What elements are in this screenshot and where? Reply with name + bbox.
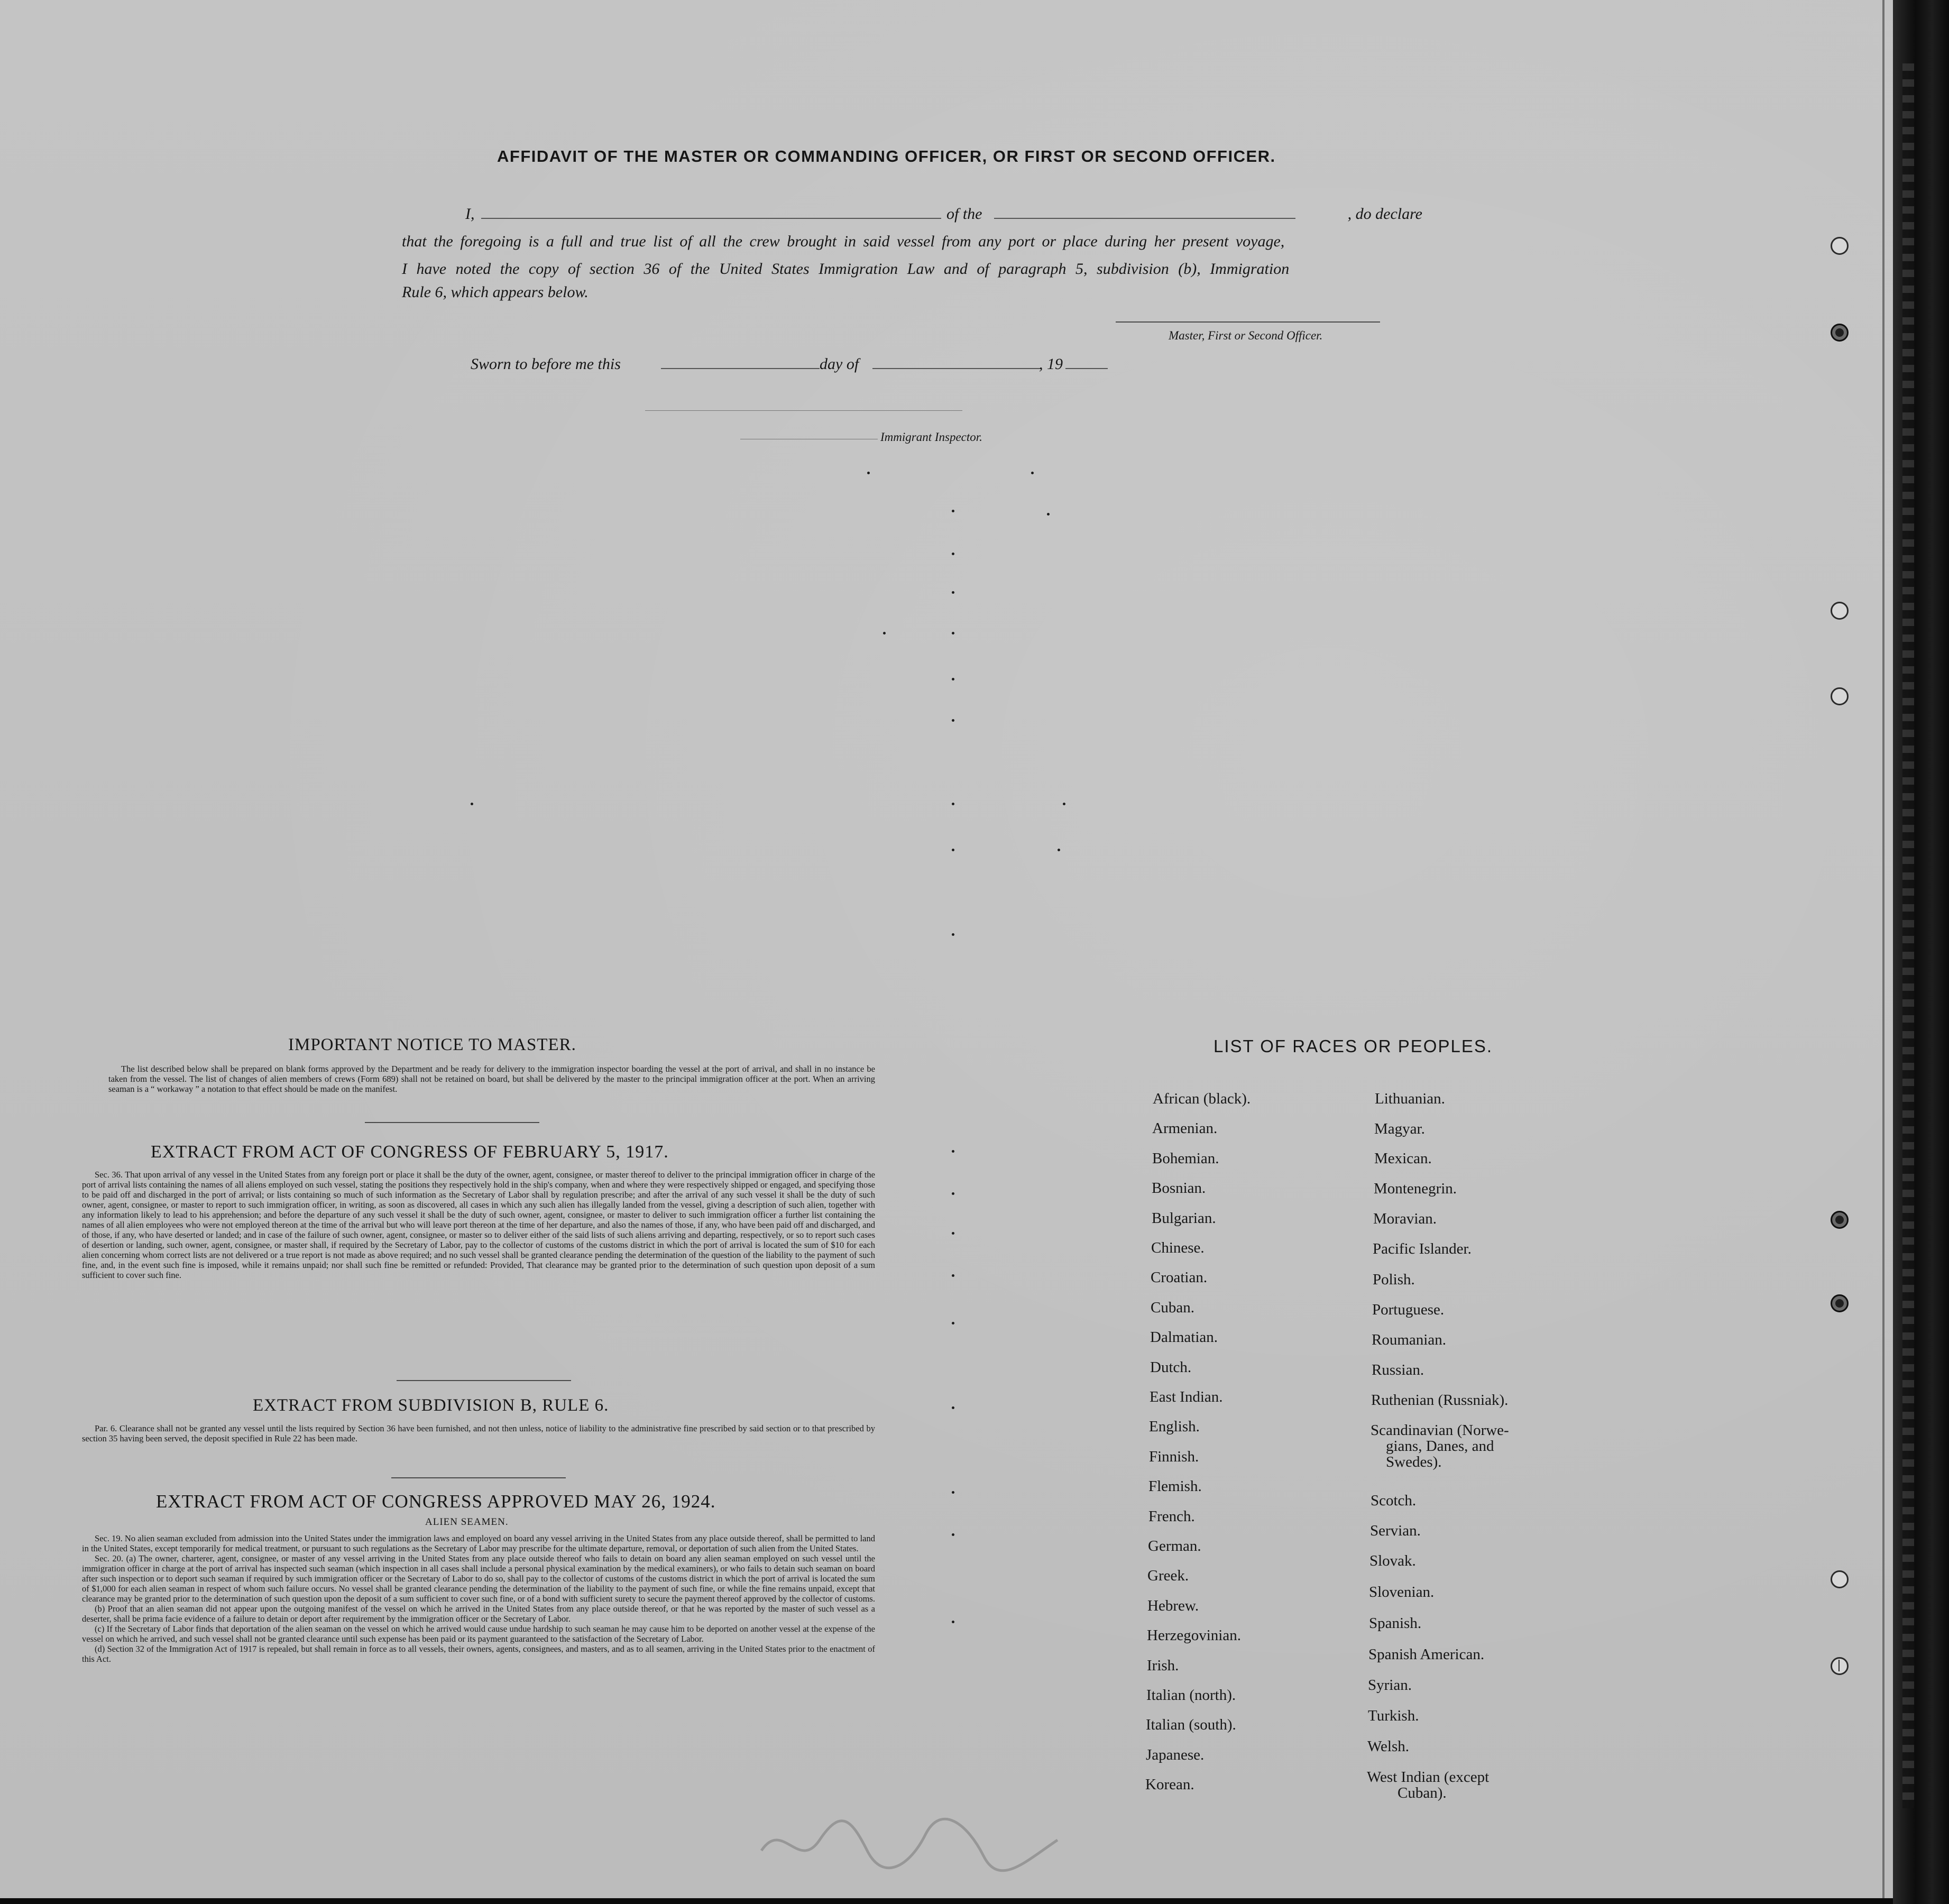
race-item: Roumanian. [1372,1331,1446,1348]
race-item: Scotch. [1371,1492,1417,1509]
race-item: Dutch. [1150,1359,1192,1376]
race-item: Scandinavian (Norwe- gians, Danes, and Swedes). [1371,1422,1509,1470]
master-caption: Master, First or Second Officer. [1169,329,1323,342]
race-item: Russian. [1372,1362,1424,1378]
extract-1917-body [82,1170,875,1280]
divider-rule [397,1380,571,1381]
extract-1924-para-4: (c) If the Secretary of Labor finds that deportation of the alien seaman on the vessel on which he arrived would cause undue hardship to such seaman he may cause him to be deported on another vessel at the expense of the vessel on which he arrived, and such vessel shall not be granted clearance until such expense has been paid or its payment guaranteed to the satisfaction of the Secretary of Labor. [82,1624,875,1644]
affidavit-line-4-text: Rule 6, which appears below. [402,283,589,301]
race-item: Ruthenian (Russniak). [1371,1392,1509,1409]
race-item: West Indian (except Cuban). [1367,1769,1490,1801]
race-item: Montenegrin. [1374,1180,1457,1197]
race-item: Portuguese. [1372,1301,1445,1318]
affidavit-line-3 [402,260,1422,278]
month-blank[interactable] [872,355,1042,369]
race-item: Slovenian. [1369,1584,1435,1601]
notice-title: IMPORTANT NOTICE TO MASTER. [288,1035,576,1054]
subdivision-b-body [82,1423,875,1443]
race-item: African (black). [1153,1090,1251,1107]
punch-hole [1831,602,1849,620]
race-item: Pacific Islander. [1373,1240,1472,1257]
race-item: Spanish. [1369,1615,1422,1632]
race-item: Turkish. [1368,1707,1419,1724]
race-item: Bulgarian. [1152,1210,1216,1227]
affidavit-i: I, [465,205,475,223]
master-signature-line[interactable] [1116,321,1380,323]
sworn-label: Sworn to before me this [471,355,621,373]
race-item: Slovak. [1369,1552,1416,1569]
name-blank[interactable] [481,205,941,219]
notice-body [108,1064,875,1094]
extract-1924-para-1: Sec. 19. No alien seaman excluded from admission into the United States under the immigration laws and employed on board any vessel arriving in the United States from any place outside thereof, shall be permitted to land in the United States, except temporarily for medical treatment, or pursuant to such regulations as the Secretary of Labor may prescribe for the ultimate departure, removal, or deportation of such alien from the United States. [82,1533,875,1553]
race-item: Herzegovinian. [1147,1627,1241,1644]
affidavit-line-2 [402,233,1422,251]
race-item: Korean. [1145,1776,1194,1793]
inspector-caption: Immigrant Inspector. [880,430,982,444]
punch-hole [1831,1570,1849,1588]
vessel-blank[interactable] [994,205,1295,219]
race-item: Hebrew. [1147,1597,1199,1614]
race-item: Irish. [1147,1657,1179,1674]
affidavit-title: AFFIDAVIT OF THE MASTER OR COMMANDING OFFICER, OR FIRST OR SECOND OFFICER. [497,147,1276,165]
binding-edge [1893,0,1949,1904]
extract-1917-title: EXTRACT FROM ACT OF CONGRESS OF FEBRUARY 5, 1917. [151,1142,669,1162]
race-item: Armenian. [1152,1120,1218,1137]
races-title: LIST OF RACES OR PEOPLES. [1213,1036,1493,1056]
punch-hole [1831,324,1849,342]
race-item: English. [1149,1418,1200,1435]
divider-rule [391,1477,566,1478]
race-item: Italian (north). [1146,1687,1236,1704]
affidavit-line-3-text: I have noted the copy of section 36 of the United States Immigration Law and of paragraph 5, subdivision (b), Immigration [402,260,1290,278]
punch-hole [1831,1211,1849,1229]
extract-1917-paragraph: Sec. 36. That upon arrival of any vessel in the United States from any foreign port or place it shall be the duty of the owner, agent, consignee, or master thereof to deliver to the principal immigration officer in charge of the port of arrival lists containing the names of all aliens employed on such vessel, stating the positions they respectively hold in the ship's company, when and where they were respectively shipped or engaged, and specifying those to be paid off and discharged in the port of arrival; or lists containing so much of such information as the Secretary of Labor shall by regulation prescribe; and after the arrival of any such vessel it shall be the duty of such owner, agent, consignee, or master to report to such immigration officer, in writing, as soon as discovered, all cases in which any such alien has illegally landed from the vessel, giving a description of such alien, together with any information likely to lead to his apprehension; and before the departure of any such vessel it shall be the duty of such owner, agent, consignee, or master to deliver to such immigration officer a further list containing the names of all alien employees who were not employed thereon at the time of the arrival but who will leave port thereon at the time of her departure, and also the names of those, if any, who have been paid off and discharged, and of those, if any, who have deserted or landed; and in case of the failure of such owner, agent, consignee, or master so to deliver either of the said lists of such aliens arriving and departing, respectively, or so to report such cases of desertion or landing, such owner, agent, consignee, or master shall, if required by the Secretary of Labor, pay to the collector of customs of the customs district in which the port of arrival is located the sum of $10 for each alien concerning whom correct lists are not delivered or a true report is not made as above required; and no such vessel shall be granted clearance pending the determination of the question of the liability to the payment of such fine, and, in the event such fine is imposed, while it remains unpaid; nor shall such fine be remitted or refunded: Provided, That clearance may be granted prior to the determination of such question upon deposit of a sum sufficient to cover such fine. [82,1170,875,1280]
race-item: Bohemian. [1152,1150,1219,1167]
race-item: Moravian. [1373,1210,1437,1227]
extract-1924-title: EXTRACT FROM ACT OF CONGRESS APPROVED MAY 26, 1924. [156,1491,716,1512]
affidavit-of-the: of the [946,205,982,223]
race-item: Syrian. [1368,1677,1412,1694]
race-item: Lithuanian. [1375,1090,1445,1107]
race-item: Dalmatian. [1150,1329,1218,1346]
race-item: East Indian. [1150,1388,1223,1405]
year-label: , 19 [1039,355,1063,373]
race-item: Spanish American. [1368,1646,1485,1663]
race-item: Chinese. [1151,1239,1205,1256]
race-item: Cuban. [1151,1299,1194,1316]
affidavit-declare: , do declare [1347,205,1422,223]
race-item: Bosnian. [1152,1180,1206,1197]
punch-hole [1831,1657,1849,1675]
race-item: Servian. [1370,1522,1421,1539]
year-blank[interactable] [1065,355,1108,369]
race-item: Italian (south). [1146,1716,1236,1733]
subdivision-b-title: EXTRACT FROM SUBDIVISION B, RULE 6. [253,1396,609,1415]
extract-1924-para-5: (d) Section 32 of the Immigration Act of 1917 is repealed, but shall remain in force as to all vessels, their owners, agents, consignees, and masters, and as to all seamen, arriving in the United States prior to the enactment of this Act. [82,1644,875,1664]
race-item: Magyar. [1374,1120,1425,1137]
punch-hole [1831,687,1849,705]
race-item: Polish. [1373,1271,1415,1288]
subdivision-b-paragraph: Par. 6. Clearance shall not be granted any vessel until the lists required by Section 36 have been furnished, and not then unless, notice of liability to the administrative fine prescribed by said section or to that prescribed by section 35 having been served, the deposit specified in Rule 22 has been made. [82,1423,875,1443]
race-item: Mexican. [1374,1150,1432,1167]
sheet-edge [1882,0,1884,1898]
notice-paragraph: The list described below shall be prepared on blank forms approved by the Department and be ready for delivery to the immigration inspector boarding the vessel at the port of arrival, and shall in no instance be taken from the vessel. The list of changes of alien members of crews (Form 689) shall not be retained on board, but shall be delivered by the master to the principal immigration officer at the port. When an arriving seaman is a “ workaway ” a notation to that effect should be made on the manifest. [108,1064,875,1094]
race-item: Flemish. [1148,1478,1202,1495]
extract-1924-para-2: Sec. 20. (a) The owner, charterer, agent, consignee, or master of any vessel arriving in the United States from any place outside thereof who fails to detain on board any alien seaman employed on such vessel until the immigration officer in charge at the port of arrival has inspected such seaman (which inspection in all cases shall include a personal physical examination by the medical examiners), or who fails to detain such seaman on board after such inspection or to deport such seaman if required by such immigration officer or the Secretary of Labor to do so, shall pay to the collector of customs of the customs district in which the port of arrival is located the sum of $1,000 for each alien seaman in respect of whom such failure occurs. No vessel shall be granted clearance pending the determination of the liability to the payment of such fine, or while the fine remains unpaid, except that clearance may be granted prior to the determination of such question upon the deposit of a sum sufficient to cover such fine, or of a bond with sufficient surety to secure the payment thereof approved by the collector of customs. [82,1553,875,1604]
race-item: French. [1148,1508,1195,1525]
divider-rule [365,1122,539,1123]
alien-seamen-label: ALIEN SEAMEN. [425,1516,509,1528]
race-item: German. [1148,1538,1201,1555]
affidavit-line-2-text: that the foregoing is a full and true list of all the crew brought in said vessel from any port or place during her present voyage, [402,233,1285,250]
extract-1924-para-3: (b) Proof that an alien seaman did not appear upon the outgoing manifest of the vessel on which he arrived in the United States from any place outside thereof, or that he was reported by the master of such vessel as a deserter, shall be prima facie evidence of a failure to detain or deport after requirement by the immigration officer or the Secretary of Labor. [82,1604,875,1624]
race-item: Greek. [1147,1567,1189,1584]
race-item: Japanese. [1146,1746,1205,1763]
faint-signature [751,1787,1068,1893]
race-item: Welsh. [1367,1738,1410,1755]
day-of-label: day of [820,355,859,373]
day-blank[interactable] [661,355,820,369]
extract-1924-body [82,1533,875,1664]
inspector-upper-line [645,410,962,411]
punch-hole [1831,237,1849,255]
affidavit-line-4 [402,283,1422,301]
race-item: Croatian. [1151,1269,1208,1286]
sworn-line [471,355,1132,373]
race-item: Finnish. [1149,1448,1199,1465]
punch-hole [1831,1294,1849,1312]
binding-strip [1902,63,1914,1808]
